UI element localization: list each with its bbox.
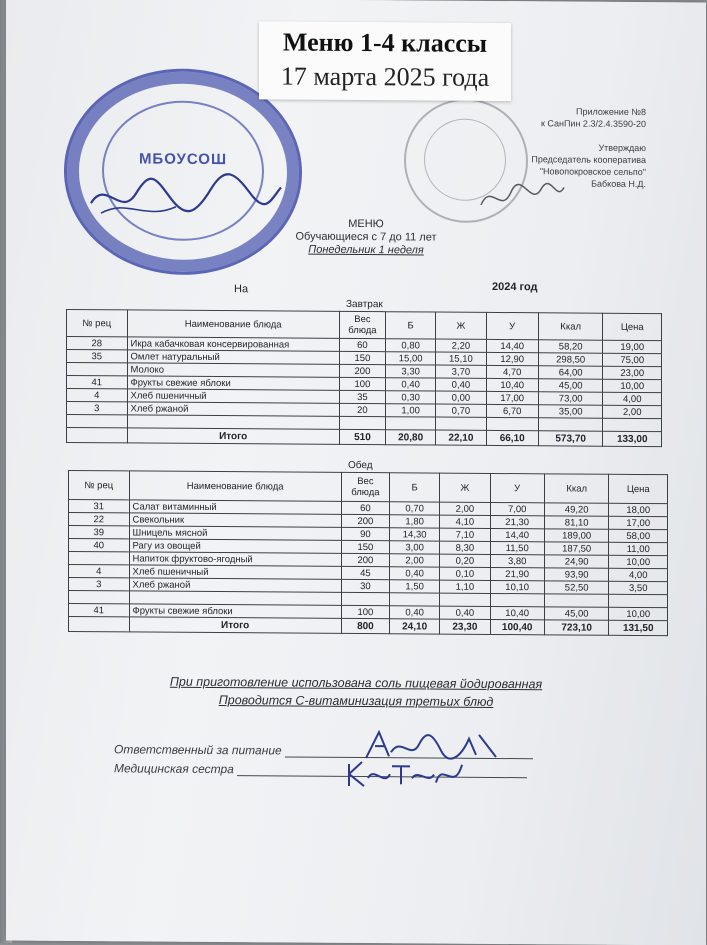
table-cell: 45,00: [544, 607, 609, 620]
total-row: [69, 616, 668, 635]
breakfast-title: Завтрак: [346, 298, 383, 311]
total-label: Итого: [127, 428, 339, 444]
table-cell: 41: [69, 603, 130, 616]
table-cell: [609, 594, 668, 607]
col-header: Ж: [436, 312, 486, 339]
year-label: 2024 год: [492, 280, 538, 294]
dish-name-cell: Молоко: [127, 363, 339, 377]
menu-heading: [256, 217, 476, 258]
table-cell: [490, 593, 544, 606]
total-cell: 723,10: [544, 620, 609, 635]
dish-name-cell: Икра кабачковая консервированная: [127, 337, 339, 351]
nurse-label: Медицинская сестра: [114, 761, 234, 777]
table-cell: 0,40: [440, 606, 490, 619]
table-cell: 35: [339, 390, 385, 403]
table-cell: [386, 417, 436, 430]
approval-block: [466, 105, 646, 190]
table-cell: 187,50: [544, 542, 609, 555]
table-cell: 4,00: [609, 568, 668, 581]
table-cell: 10,40: [490, 606, 544, 619]
table-cell: 2,20: [436, 339, 486, 352]
total-cell: 23,30: [440, 619, 490, 634]
table-cell: [390, 593, 440, 606]
date-prefix: На: [234, 283, 249, 296]
approval-line: Утверждаю: [598, 142, 646, 154]
table-cell: 21,30: [490, 515, 544, 528]
table-cell: 20: [339, 403, 385, 416]
table-cell: [486, 417, 538, 430]
table-header-row: [67, 309, 662, 340]
table-cell: 93,90: [544, 568, 609, 581]
col-header: Б: [386, 312, 436, 339]
table-cell: 1,00: [386, 404, 436, 417]
approval-line: "Новопокровское сельпо": [539, 166, 646, 178]
table-header-row: [69, 470, 668, 503]
table-cell: 200: [341, 553, 389, 566]
table-cell: 14,40: [490, 528, 544, 541]
table-cell: 10,00: [609, 555, 668, 568]
table-cell: 3,00: [390, 541, 440, 554]
dish-name-cell: Напиток фруктово-ягодный: [129, 552, 341, 566]
table-cell: 1,80: [390, 515, 440, 528]
table-cell: 0,70: [436, 404, 486, 417]
table-cell: 150: [339, 351, 385, 364]
table-cell: 15,10: [436, 352, 486, 365]
menu-subtitle: Обучающиеся с 7 до 11 лет: [295, 230, 437, 244]
table-cell: 19,00: [603, 340, 662, 353]
table-cell: 14,30: [390, 528, 440, 541]
table-cell: [339, 416, 385, 429]
table-cell: 2,00: [440, 502, 490, 515]
table-cell: 64,00: [538, 366, 603, 379]
table-cell: 200: [339, 364, 385, 377]
table-cell: 60: [339, 338, 385, 351]
total-row: [67, 427, 662, 446]
table-cell: 1,50: [390, 580, 440, 593]
col-header: У: [490, 473, 544, 502]
table-cell: [67, 414, 128, 427]
approval-line: к СанПин 2.3/2.4.3590-20: [540, 118, 646, 130]
table-cell: 10,00: [609, 607, 668, 620]
nurse-signature: [344, 756, 464, 797]
responsible-label: Ответственный за питание: [114, 742, 282, 758]
table-cell: 49,20: [544, 503, 609, 516]
table-cell: 31: [69, 499, 130, 512]
table-cell: 150: [341, 540, 389, 553]
table-cell: [538, 418, 603, 431]
table-cell: 35: [67, 349, 128, 362]
table-cell: 10,10: [490, 580, 544, 593]
label-date: 17 марта 2025 года: [280, 61, 490, 92]
table-cell: 45: [341, 566, 389, 579]
table-cell: [603, 418, 662, 431]
menu-week: Понедельник 1 неделя: [308, 243, 424, 257]
table-cell: 4: [69, 564, 130, 577]
table-cell: 200: [341, 514, 389, 527]
dish-name-cell: Рагу из овощей: [129, 539, 341, 553]
table-cell: 40: [69, 538, 130, 551]
label-title: Меню 1-4 классы: [282, 27, 488, 58]
table-cell: 0,80: [386, 339, 436, 352]
table-cell: [67, 362, 128, 375]
table-cell: 3,80: [490, 554, 544, 567]
total-cell: 573,70: [538, 431, 603, 446]
dish-name-cell: Фрукты свежие яблоки: [127, 376, 339, 390]
table-cell: 23,00: [603, 366, 662, 379]
table-cell: 7,10: [440, 528, 490, 541]
table-cell: [69, 551, 130, 564]
table-cell: 10,00: [603, 379, 662, 392]
dish-name-cell: Салат витаминный: [129, 500, 341, 514]
total-cell: 66,10: [486, 430, 538, 445]
table-cell: [341, 592, 389, 605]
table-cell: 3,70: [436, 365, 486, 378]
dish-name-cell: Хлеб пшеничный: [127, 389, 339, 403]
table-cell: 28: [67, 336, 128, 349]
table-cell: 11,00: [609, 542, 668, 555]
col-header: Цена: [609, 474, 668, 503]
menu-sheet: [6, 0, 706, 945]
school-stamp-text: МБОУСОШ: [138, 150, 228, 169]
date-label: [259, 21, 511, 101]
total-cell: 510: [339, 429, 385, 444]
total-cell: 22,10: [436, 430, 486, 445]
table-cell: [544, 594, 609, 607]
total-cell: 800: [341, 618, 389, 633]
table-cell: 90: [341, 527, 389, 540]
dish-name-cell: Хлеб ржаной: [127, 402, 339, 416]
dish-name-cell: Шницель мясной: [129, 526, 341, 540]
lunch-table: [68, 470, 668, 636]
dish-name-cell: Свекольник: [129, 513, 341, 527]
table-cell: 14,40: [486, 339, 538, 352]
table-cell: 11,50: [490, 541, 544, 554]
col-header: Б: [390, 473, 440, 502]
menu-title: МЕНЮ: [348, 217, 384, 231]
table-cell: 0,20: [440, 554, 490, 567]
table-cell: 75,00: [603, 353, 662, 366]
table-cell: 24,90: [544, 555, 609, 568]
table-cell: 3: [69, 577, 130, 590]
table-cell: 0,30: [386, 391, 436, 404]
dish-name-cell: Хлеб пшеничный: [129, 565, 341, 579]
table-cell: 12,90: [486, 352, 538, 365]
table-cell: 41: [67, 375, 128, 388]
table-cell: 0,40: [436, 378, 486, 391]
table-cell: 22: [69, 512, 130, 525]
table-cell: 58,00: [609, 529, 668, 542]
table-cell: 17,00: [609, 516, 668, 529]
table-cell: 4: [67, 388, 128, 401]
table-cell: 7,00: [490, 502, 544, 515]
table-cell: 298,50: [538, 353, 603, 366]
col-header: Ккал: [538, 313, 603, 340]
col-header: Наименование блюда: [129, 471, 341, 501]
table-cell: 45,00: [538, 379, 603, 392]
table-cell: 4,00: [603, 392, 662, 405]
lunch-title: Обед: [348, 459, 373, 472]
table-cell: 4,70: [486, 365, 538, 378]
col-header: Ккал: [544, 474, 609, 503]
table-cell: [69, 616, 130, 631]
table-cell: 100: [339, 377, 385, 390]
table-cell: 60: [341, 501, 389, 514]
table-cell: 10,40: [486, 378, 538, 391]
total-label: Итого: [129, 617, 341, 633]
table-cell: 15,00: [386, 352, 436, 365]
dish-name-cell: Омлет натуральный: [127, 350, 339, 364]
table-cell: 35,00: [538, 405, 603, 418]
col-header: Вес блюда: [339, 311, 385, 338]
note-vitamin: Проводится С-витаминизация третьих блюд: [218, 693, 494, 709]
table-cell: [67, 427, 128, 442]
note-salt: При приготовление использована соль пищевая йодированная: [169, 674, 543, 692]
table-cell: 81,10: [544, 516, 609, 529]
total-cell: 20,80: [386, 430, 436, 445]
table-cell: 18,00: [609, 503, 668, 516]
table-cell: 3,30: [386, 365, 436, 378]
table-cell: 52,50: [544, 581, 609, 594]
table-cell: 0,00: [436, 391, 486, 404]
table-cell: 4,10: [440, 515, 490, 528]
table-cell: 0,40: [386, 378, 436, 391]
approval-line: Председатель кооператива: [531, 154, 646, 166]
total-cell: 24,10: [390, 619, 440, 634]
table-cell: 39: [69, 525, 130, 538]
table-cell: 58,20: [538, 340, 603, 353]
table-cell: 0,10: [440, 567, 490, 580]
approval-line: Бабкова Н.Д.: [591, 178, 646, 190]
total-cell: 100,40: [490, 619, 544, 634]
approval-line: Приложение №8: [576, 106, 646, 118]
col-header: У: [486, 312, 538, 339]
table-cell: 21,90: [490, 567, 544, 580]
col-header: Цена: [603, 313, 662, 340]
table-cell: [436, 417, 486, 430]
table-cell: 2,00: [603, 405, 662, 418]
table-cell: 0,40: [390, 606, 440, 619]
col-header: Наименование блюда: [127, 310, 339, 338]
table-cell: 3,50: [609, 581, 668, 594]
table-cell: 6,70: [486, 404, 538, 417]
table-cell: 1,10: [440, 580, 490, 593]
col-header: № рец: [67, 309, 128, 336]
table-cell: 17,00: [486, 391, 538, 404]
table-cell: 100: [341, 605, 389, 618]
col-header: Ж: [440, 473, 490, 502]
breakfast-table: [66, 309, 662, 447]
table-cell: 30: [341, 579, 389, 592]
col-header: № рец: [69, 470, 130, 499]
table-cell: 3: [67, 401, 128, 414]
table-cell: 0,40: [390, 567, 440, 580]
table-cell: 73,00: [538, 392, 603, 405]
total-cell: 133,00: [603, 431, 662, 446]
table-cell: [69, 590, 130, 603]
dish-name-cell: Фрукты свежие яблоки: [129, 604, 341, 618]
table-cell: [440, 593, 490, 606]
total-cell: 131,50: [609, 620, 668, 635]
dish-name-cell: Хлеб ржаной: [129, 578, 341, 592]
table-cell: 2,00: [390, 554, 440, 567]
table-cell: 189,00: [544, 529, 609, 542]
table-cell: 0,70: [390, 502, 440, 515]
col-header: Вес блюда: [341, 472, 389, 501]
table-cell: 8,30: [440, 541, 490, 554]
